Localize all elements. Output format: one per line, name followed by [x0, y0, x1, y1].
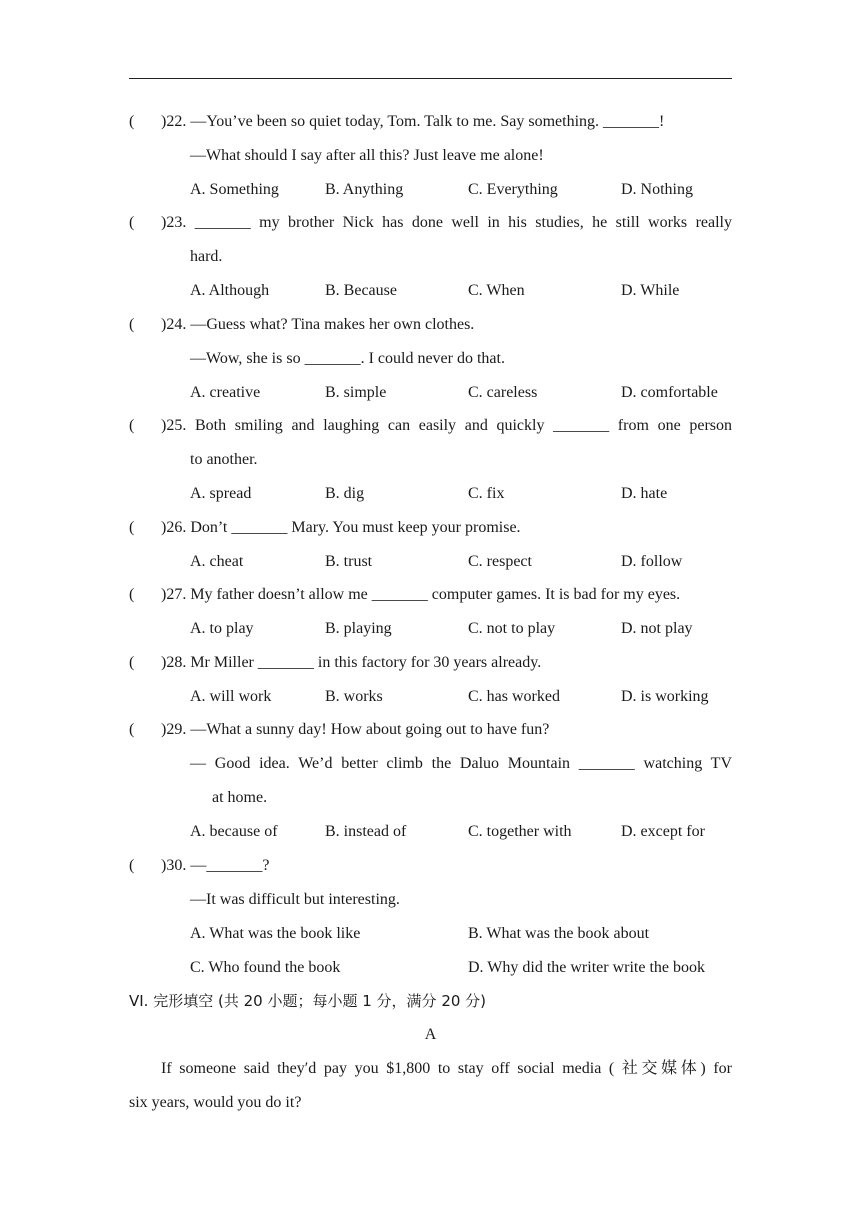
question-27	[129, 585, 732, 605]
option-c[interactable]: C. has worked	[468, 688, 560, 705]
option-c[interactable]: C. careless	[468, 384, 538, 401]
option-a[interactable]: A. cheat	[190, 553, 244, 570]
option-c[interactable]: C. respect	[468, 553, 532, 570]
dialogue-reply: —It was difficult but interesting.	[190, 891, 400, 908]
answer-paren[interactable]: (	[129, 113, 135, 130]
dialogue-reply: — Good idea. We’d better climb the Daluo Mountain _______ watching TV	[190, 755, 732, 772]
question-26	[129, 518, 732, 538]
question-22	[129, 112, 732, 132]
option-b[interactable]: B. What was the book about	[468, 925, 650, 942]
option-c[interactable]: C. Everything	[468, 181, 558, 198]
question-stem: )26. Don’t _______ Mary. You must keep your promise.	[161, 519, 521, 536]
dialogue-reply: —Wow, she is so _______. I could never do that.	[190, 350, 505, 367]
question-stem-continuation: hard.	[190, 248, 223, 265]
question-stem: )24. —Guess what? Tina makes her own clothes.	[161, 316, 475, 333]
answer-paren[interactable]: (	[129, 586, 135, 603]
section-heading: VI. 完形填空 (共 20 小题；每小题 1 分，满分 20 分)	[129, 992, 487, 1010]
option-c[interactable]: C. fix	[468, 485, 505, 502]
option-b[interactable]: B. dig	[325, 485, 365, 502]
option-b[interactable]: B. playing	[325, 620, 392, 637]
question-23	[129, 213, 732, 233]
question-stem: )28. Mr Miller _______ in this factory for 30 years already.	[161, 654, 542, 671]
dialogue-reply-continuation: at home.	[212, 789, 268, 806]
option-b[interactable]: B. Anything	[325, 181, 404, 198]
option-a[interactable]: A. Although	[190, 282, 270, 299]
option-d[interactable]: D. Nothing	[621, 181, 693, 198]
question-stem-continuation: to another.	[190, 451, 258, 468]
question-stem: )23. _______ my brother Nick has done well in his studies, he still works really	[161, 214, 732, 231]
option-d[interactable]: D. except for	[621, 823, 705, 840]
passage-label: A	[424, 1026, 437, 1043]
answer-paren[interactable]: (	[129, 417, 135, 434]
answer-paren[interactable]: (	[129, 721, 135, 738]
option-d[interactable]: D. is working	[621, 688, 709, 705]
option-b[interactable]: B. instead of	[325, 823, 407, 840]
question-stem: )25. Both smiling and laughing can easily and quickly _______ from one person	[161, 417, 732, 434]
question-stem: )27. My father doesn’t allow me _______ computer games. It is bad for my eyes.	[161, 586, 681, 603]
answer-paren[interactable]: (	[129, 654, 135, 671]
passage-paragraph-line: If someone said they′d pay you $1,800 to stay off social media ( 社交媒体) for	[161, 1060, 732, 1077]
option-d[interactable]: D. hate	[621, 485, 668, 502]
option-d[interactable]: D. Why did the writer write the book	[468, 959, 705, 976]
answer-paren[interactable]: (	[129, 519, 135, 536]
question-25	[129, 416, 732, 436]
option-a[interactable]: A. will work	[190, 688, 272, 705]
option-a[interactable]: A. creative	[190, 384, 261, 401]
option-c[interactable]: C. not to play	[468, 620, 556, 637]
option-d[interactable]: D. While	[621, 282, 680, 299]
option-b[interactable]: B. trust	[325, 553, 373, 570]
option-a[interactable]: A. spread	[190, 485, 252, 502]
dialogue-reply: —What should I say after all this? Just leave me alone!	[190, 147, 544, 164]
option-d[interactable]: D. follow	[621, 553, 683, 570]
option-d[interactable]: D. not play	[621, 620, 693, 637]
option-c[interactable]: C. When	[468, 282, 525, 299]
passage-paragraph-line: six years, would you do it?	[129, 1094, 302, 1111]
question-30	[129, 856, 732, 876]
answer-paren[interactable]: (	[129, 316, 135, 333]
question-stem: )30. —_______?	[161, 857, 270, 874]
option-c[interactable]: C. Who found the book	[190, 959, 341, 976]
option-a[interactable]: A. What was the book like	[190, 925, 361, 942]
option-a[interactable]: A. because of	[190, 823, 278, 840]
question-24	[129, 315, 732, 335]
option-c[interactable]: C. together with	[468, 823, 572, 840]
header-rule	[129, 78, 732, 79]
option-a[interactable]: A. Something	[190, 181, 279, 198]
answer-paren[interactable]: (	[129, 214, 135, 231]
answer-paren[interactable]: (	[129, 857, 135, 874]
option-b[interactable]: B. simple	[325, 384, 387, 401]
question-stem: )29. —What a sunny day! How about going out to have fun?	[161, 721, 550, 738]
option-b[interactable]: B. Because	[325, 282, 397, 299]
question-stem: )22. —You’ve been so quiet today, Tom. Talk to me. Say something. _______!	[161, 113, 665, 130]
question-28	[129, 653, 732, 673]
option-b[interactable]: B. works	[325, 688, 383, 705]
option-d[interactable]: D. comfortable	[621, 384, 718, 401]
option-a[interactable]: A. to play	[190, 620, 254, 637]
question-29	[129, 720, 732, 740]
